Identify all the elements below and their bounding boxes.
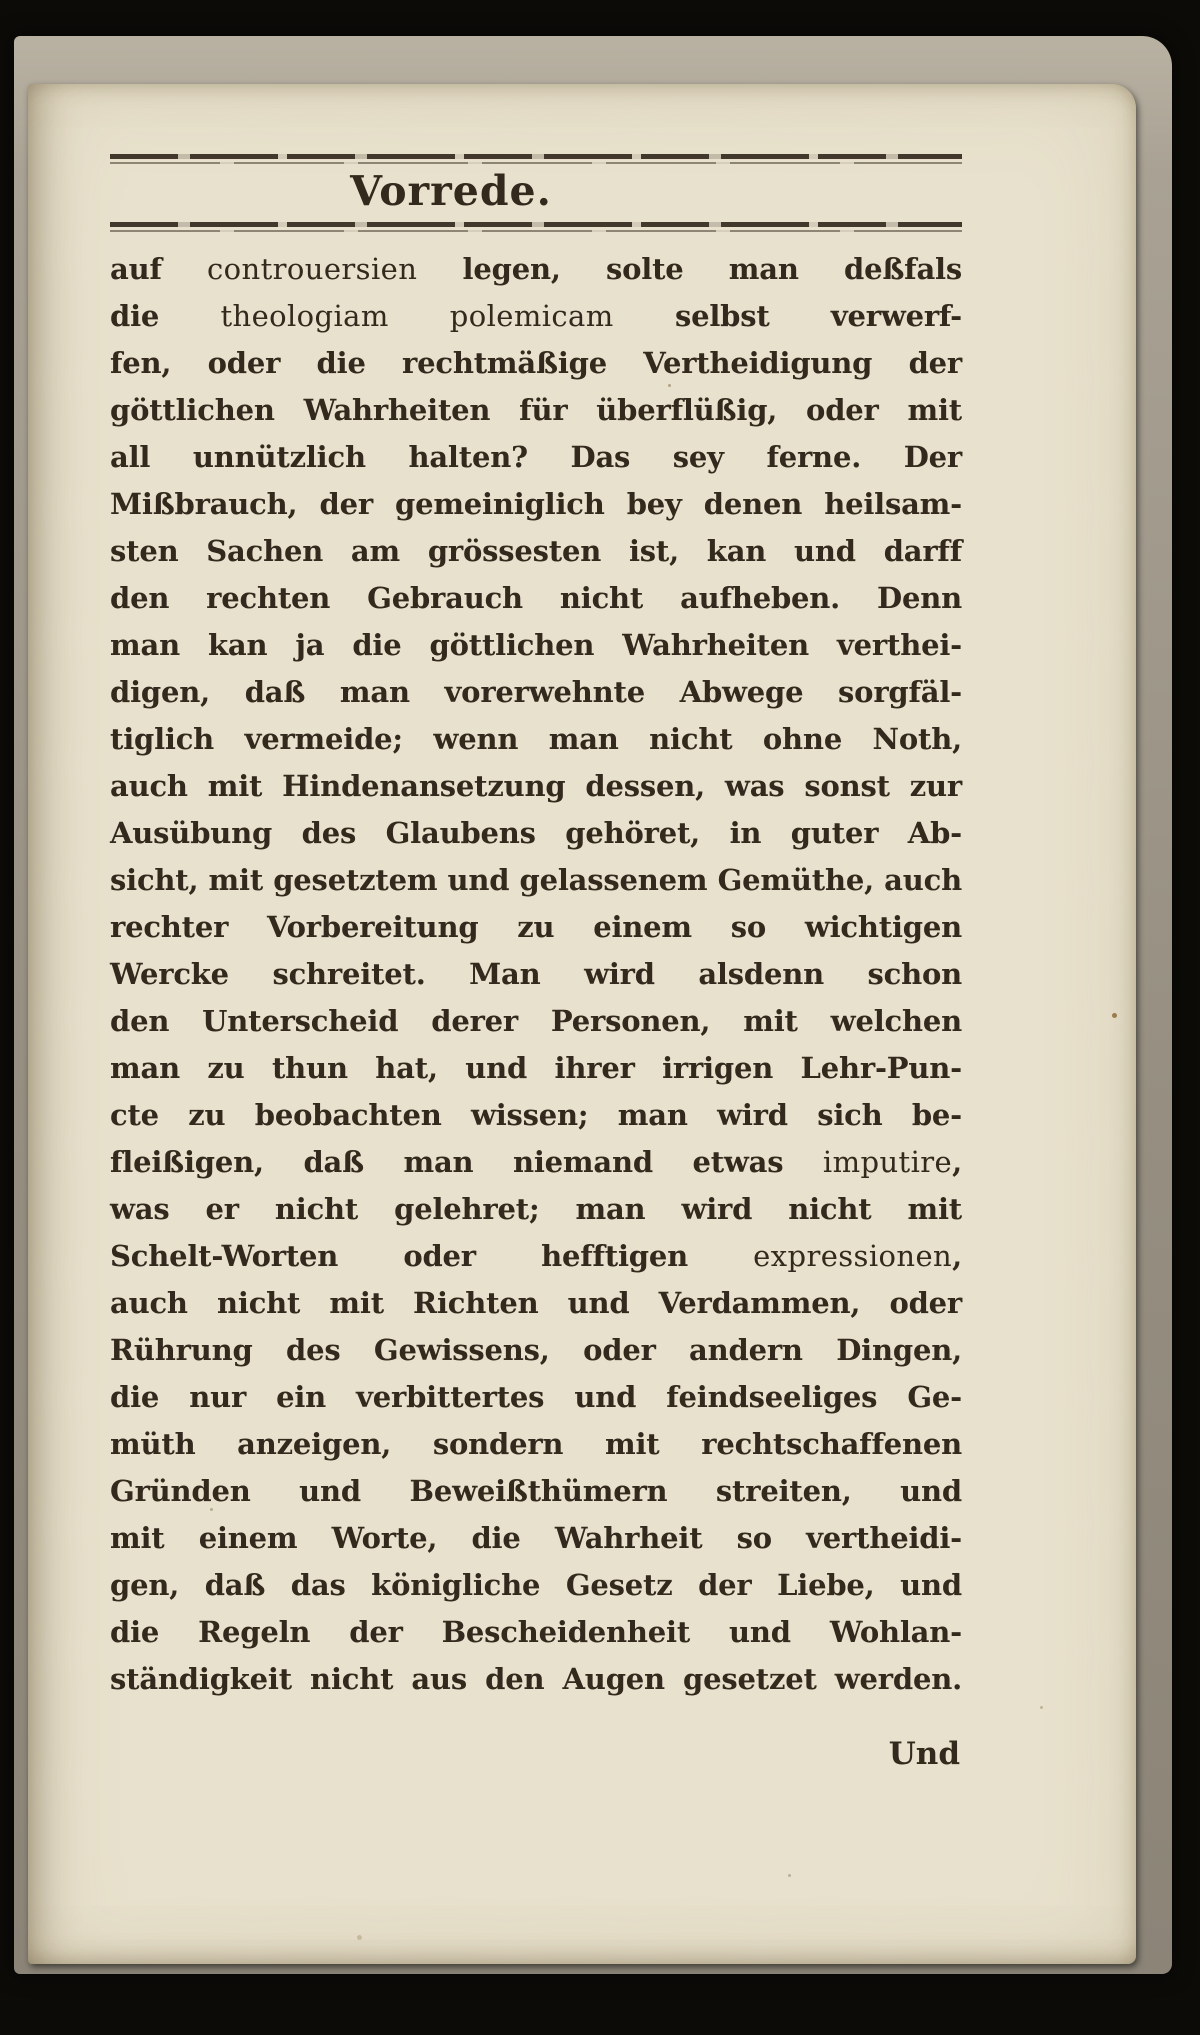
text-line: Gründen und Beweißthümern streiten, und	[110, 1474, 962, 1508]
text-line: auch nicht mit Richten und Verdammen, oder	[110, 1286, 962, 1320]
text-line: die theologiam polemicam selbst verwerf-	[110, 299, 962, 333]
rule-bar	[110, 162, 962, 164]
text-line: all unnützlich halten? Das sey ferne. Der	[110, 440, 962, 474]
rule-bar	[110, 222, 962, 227]
latin-term: expressionen	[753, 1239, 953, 1273]
text-line: sicht, mit gesetztem und gelassenem Gemüthe, auch	[110, 863, 962, 897]
latin-term: theologiam polemicam	[220, 299, 614, 333]
text-line: Wercke schreitet. Man wird alsdenn schon	[110, 957, 962, 991]
text-line: die Regeln der Bescheidenheit und Wohlan-	[110, 1615, 962, 1649]
header-rule-bottom	[110, 222, 962, 232]
text-line: Ausübung des Glaubens gehöret, in guter Ab-	[110, 816, 962, 850]
text-line: cte zu beobachten wissen; man wird sich be-	[110, 1098, 962, 1132]
text-line: Schelt-Worten oder hefftigen expressionen,	[110, 1239, 962, 1273]
body-text	[110, 246, 962, 1703]
rule-bar	[110, 230, 962, 232]
text-line: Mißbrauch, der gemeiniglich bey denen heilsam-	[110, 487, 962, 521]
text-line: digen, daß man vorerwehnte Abwege sorgfäl-	[110, 675, 962, 709]
text-line: den rechten Gebrauch nicht aufheben. Denn	[110, 581, 962, 615]
latin-term: imputire	[822, 1145, 953, 1179]
text-line: mit einem Worte, die Wahrheit so vertheidi-	[110, 1521, 962, 1555]
text-line: man zu thun hat, und ihrer irrigen Lehr-Pun-	[110, 1051, 962, 1085]
page-paper	[28, 84, 1136, 1964]
text-line: Rührung des Gewissens, oder andern Dingen,	[110, 1333, 962, 1367]
text-line: man kan ja die göttlichen Wahrheiten verthei-	[110, 628, 962, 662]
type-area	[110, 84, 962, 1964]
text-line: fen, oder die rechtmäßige Vertheidigung der	[110, 346, 962, 380]
text-line: rechter Vorbereitung zu einem so wichtigen	[110, 910, 962, 944]
text-line: göttlichen Wahrheiten für überflüßig, oder mit	[110, 393, 962, 427]
text-line: fleißigen, daß man niemand etwas imputire,	[110, 1145, 962, 1179]
text-line: auch mit Hindenansetzung dessen, was sonst zur	[110, 769, 962, 803]
text-line: auf controuersien legen, solte man deßfals	[110, 252, 962, 286]
rule-bar	[110, 154, 962, 159]
header-rule-top	[110, 154, 962, 164]
text-line: die nur ein verbittertes und feindseeliges Ge-	[110, 1380, 962, 1414]
text-line: gen, daß das königliche Gesetz der Liebe, und	[110, 1568, 962, 1602]
text-line: ständigkeit nicht aus den Augen gesetzet werden.	[110, 1662, 962, 1696]
page-title: Vorrede.	[350, 167, 552, 215]
text-line: tiglich vermeide; wenn man nicht ohne Noth,	[110, 722, 962, 756]
catchword: Und	[888, 1736, 960, 1772]
text-line: sten Sachen am grössesten ist, kan und darff	[110, 534, 962, 568]
text-line: müth anzeigen, sondern mit rechtschaffenen	[110, 1427, 962, 1461]
paper-speckles	[28, 84, 31, 87]
latin-term: controuersien	[207, 252, 418, 286]
text-line: was er nicht gelehret; man wird nicht mit	[110, 1192, 962, 1226]
text-line: den Unterscheid derer Personen, mit welchen	[110, 1004, 962, 1038]
